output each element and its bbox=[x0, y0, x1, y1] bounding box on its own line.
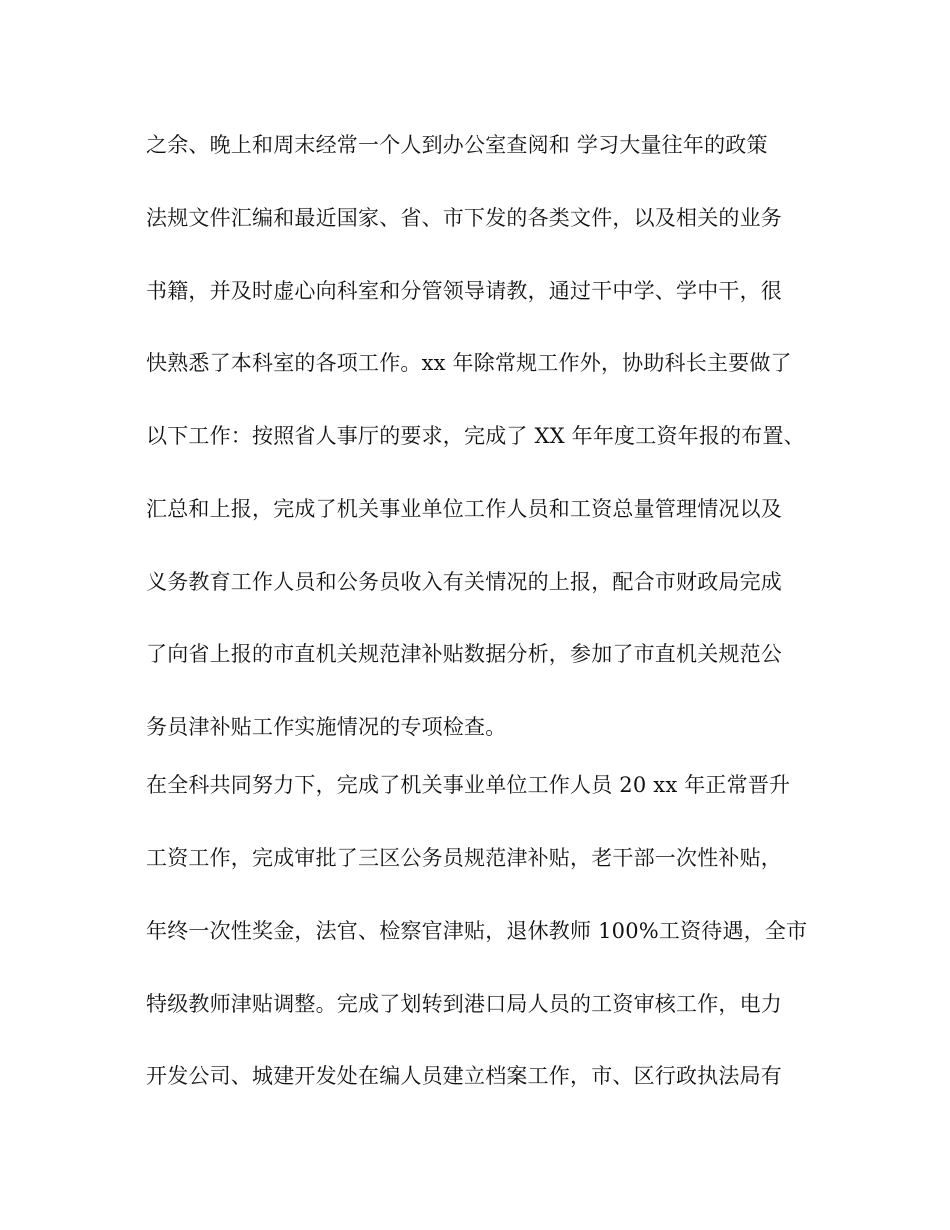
text-line: 在全科共同努力下，完成了机关事业单位工作人员 20 xx 年正常晋升 bbox=[146, 773, 791, 797]
text-line: 以下工作：按照省人事厅的要求，完成了 XX 年年度工资年报的布置、 bbox=[146, 424, 805, 448]
text-line: 书籍，并及时虚心向科室和分管领导请教，通过干中学、学中干，很 bbox=[146, 279, 782, 303]
text-line: 工资工作，完成审批了三区公务员规范津补贴，老干部一次性补贴， bbox=[146, 846, 782, 870]
text-line: 法规文件汇编和最近国家、省、市下发的各类文件，以及相关的业务 bbox=[146, 206, 782, 230]
text-line: 快熟悉了本科室的各项工作。xx 年除常规工作外，协助科长主要做了 bbox=[146, 351, 792, 375]
text-line: 务员津补贴工作实施情况的专项检查。 bbox=[146, 715, 507, 739]
text-line: 汇总和上报，完成了机关事业单位工作人员和工资总量管理情况以及 bbox=[146, 497, 782, 521]
text-line: 义务教育工作人员和公务员收入有关情况的上报，配合市财政局完成 bbox=[146, 570, 782, 594]
text-line: 开发公司、城建开发处在编人员建立档案工作，市、区行政执法局有 bbox=[146, 1064, 782, 1088]
text-line: 之余、晚上和周末经常一个人到办公室查阅和 学习大量往年的政策 bbox=[146, 133, 768, 157]
text-line: 年终一次性奖金，法官、检察官津贴，退休教师 100%工资待遇，全市 bbox=[146, 919, 808, 943]
text-line: 特级教师津贴调整。完成了划转到港口局人员的工资审核工作，电力 bbox=[146, 992, 782, 1016]
text-line: 了向省上报的市直机关规范津补贴数据分析，参加了市直机关规范公 bbox=[146, 642, 782, 666]
